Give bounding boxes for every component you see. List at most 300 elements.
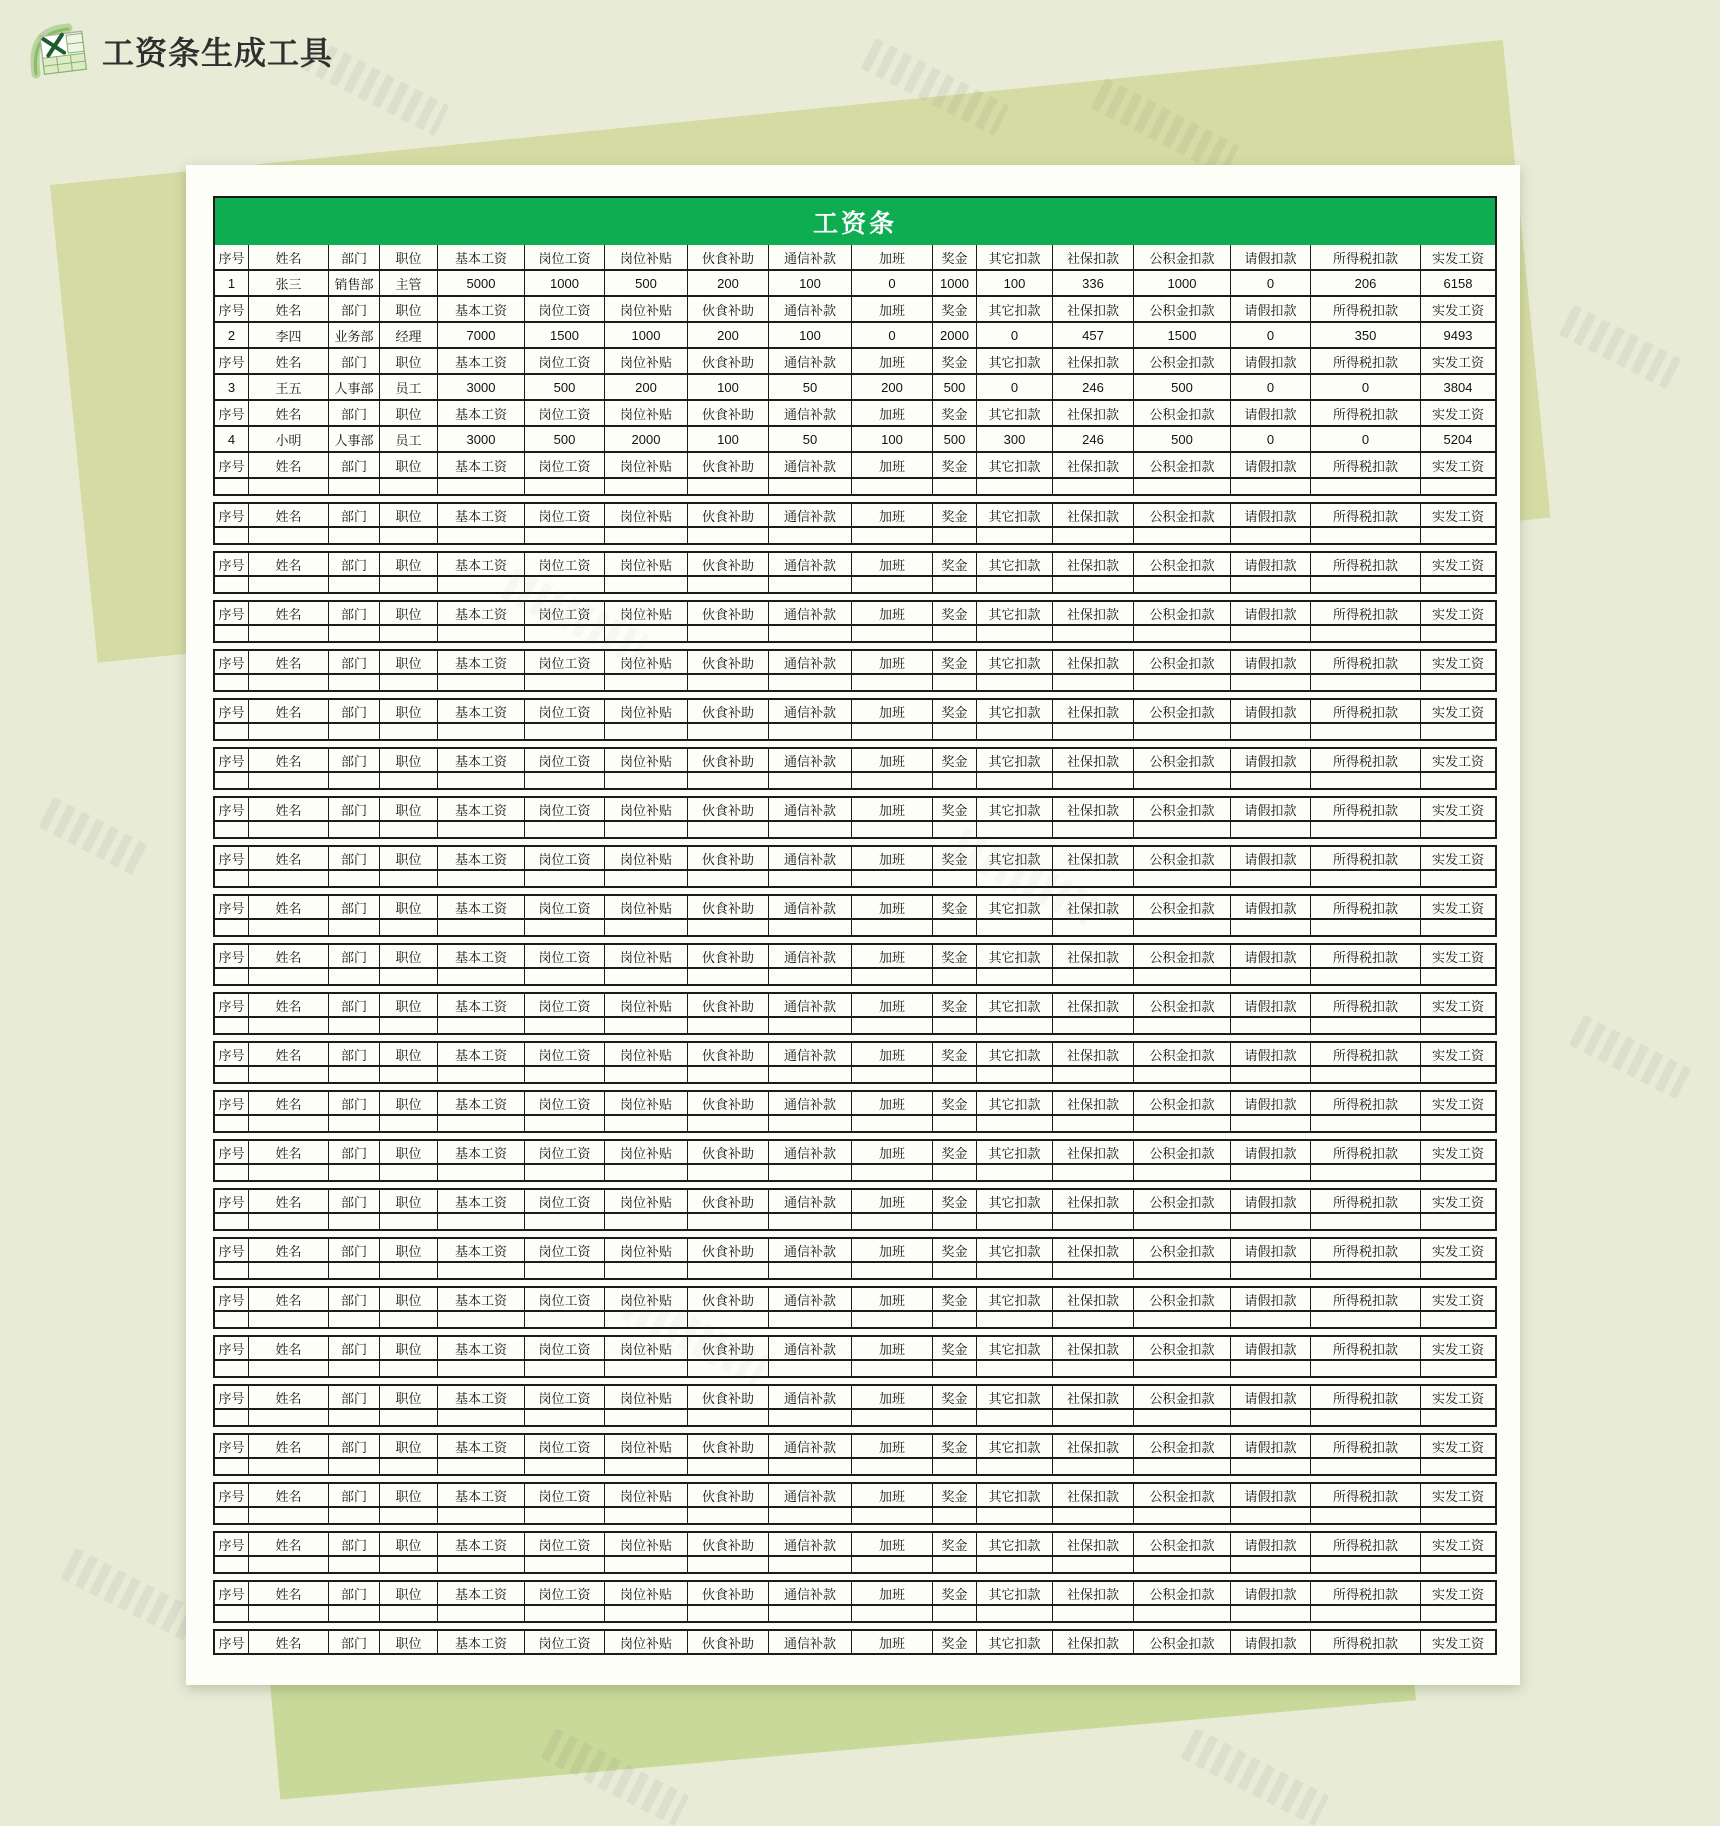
header-cell[interactable]: 社保扣款	[1052, 896, 1133, 918]
header-cell[interactable]: 姓名	[248, 700, 328, 722]
header-cell[interactable]: 部门	[328, 1043, 379, 1065]
empty-cell[interactable]	[687, 1018, 768, 1033]
header-cell[interactable]: 基本工资	[437, 1435, 524, 1457]
header-cell[interactable]: 实发工资	[1420, 798, 1495, 820]
header-cell[interactable]: 所得税扣款	[1310, 1141, 1420, 1163]
header-cell[interactable]: 序号	[218, 1635, 245, 1651]
header-cell[interactable]: 实发工资	[1420, 651, 1495, 673]
empty-cell[interactable]	[1230, 773, 1310, 788]
header-cell[interactable]: 通信补款	[768, 896, 851, 918]
empty-cell[interactable]	[687, 1067, 768, 1082]
empty-cell[interactable]	[215, 1459, 248, 1474]
empty-cell[interactable]	[976, 822, 1052, 837]
header-cell[interactable]: 其它扣款	[976, 700, 1052, 722]
header-cell[interactable]: 通信补款	[768, 1386, 851, 1408]
empty-cell[interactable]	[215, 675, 248, 690]
empty-cell[interactable]	[687, 1410, 768, 1425]
header-cell[interactable]: 部门	[328, 994, 379, 1016]
header-cell[interactable]: 姓名	[248, 245, 328, 269]
empty-cell[interactable]	[768, 1557, 851, 1572]
header-cell[interactable]: 部门	[328, 453, 379, 477]
empty-cell[interactable]	[851, 577, 932, 592]
data-cell[interactable]: 人事部	[328, 375, 379, 399]
empty-cell[interactable]	[215, 479, 248, 494]
empty-cell[interactable]	[687, 1263, 768, 1278]
header-cell[interactable]: 实发工资	[1420, 1141, 1495, 1163]
header-cell[interactable]: 序号	[218, 1194, 245, 1210]
header-cell[interactable]: 职位	[379, 1631, 437, 1653]
empty-cell[interactable]	[604, 773, 687, 788]
data-cell[interactable]: 0	[1310, 375, 1420, 399]
data-cell[interactable]: 457	[1052, 323, 1133, 347]
header-cell[interactable]: 职位	[379, 1043, 437, 1065]
header-cell[interactable]: 请假扣款	[1230, 504, 1310, 526]
header-cell[interactable]: 奖金	[932, 1533, 976, 1555]
empty-cell[interactable]	[215, 1361, 248, 1376]
empty-cell[interactable]	[248, 577, 328, 592]
header-cell[interactable]: 通信补款	[768, 651, 851, 673]
header-cell[interactable]: 奖金	[932, 651, 976, 673]
header-cell[interactable]: 公积金扣款	[1133, 1582, 1230, 1604]
data-cell[interactable]: 0	[976, 323, 1052, 347]
empty-cell[interactable]	[1310, 1018, 1420, 1033]
data-cell[interactable]: 0	[1230, 271, 1310, 295]
empty-cell[interactable]	[1420, 528, 1495, 543]
empty-cell[interactable]	[1230, 871, 1310, 886]
header-cell[interactable]: 请假扣款	[1230, 297, 1310, 321]
empty-cell[interactable]	[687, 920, 768, 935]
header-cell[interactable]: 基本工资	[437, 896, 524, 918]
header-cell[interactable]: 加班	[851, 1484, 932, 1506]
empty-cell[interactable]	[1310, 1214, 1420, 1229]
header-cell[interactable]: 请假扣款	[1230, 798, 1310, 820]
header-cell[interactable]: 社保扣款	[1052, 994, 1133, 1016]
empty-cell[interactable]	[1310, 577, 1420, 592]
header-cell[interactable]: 基本工资	[437, 1141, 524, 1163]
header-cell[interactable]: 社保扣款	[1052, 1092, 1133, 1114]
empty-cell[interactable]	[1052, 1067, 1133, 1082]
empty-cell[interactable]	[1230, 1067, 1310, 1082]
empty-cell[interactable]	[932, 675, 976, 690]
header-cell[interactable]: 公积金扣款	[1133, 1435, 1230, 1457]
empty-cell[interactable]	[437, 969, 524, 984]
header-cell[interactable]: 公积金扣款	[1133, 1190, 1230, 1212]
empty-cell[interactable]	[687, 773, 768, 788]
header-cell[interactable]: 岗位补贴	[604, 994, 687, 1016]
header-cell[interactable]: 岗位补贴	[604, 1141, 687, 1163]
header-cell[interactable]: 伙食补助	[687, 401, 768, 425]
empty-cell[interactable]	[248, 479, 328, 494]
empty-cell[interactable]	[1420, 1018, 1495, 1033]
data-cell[interactable]: 3000	[437, 427, 524, 451]
empty-cell[interactable]	[1052, 528, 1133, 543]
header-cell[interactable]: 岗位补贴	[604, 1239, 687, 1261]
empty-cell[interactable]	[248, 1018, 328, 1033]
header-cell[interactable]: 所得税扣款	[1310, 1337, 1420, 1359]
empty-cell[interactable]	[248, 1116, 328, 1131]
empty-cell[interactable]	[976, 1361, 1052, 1376]
header-cell[interactable]: 基本工资	[437, 245, 524, 269]
empty-cell[interactable]	[379, 969, 437, 984]
empty-cell[interactable]	[1230, 1459, 1310, 1474]
empty-cell[interactable]	[976, 1508, 1052, 1523]
header-cell[interactable]: 加班	[851, 1631, 932, 1653]
header-cell[interactable]: 社保扣款	[1052, 349, 1133, 373]
header-cell[interactable]: 伙食补助	[687, 700, 768, 722]
header-cell[interactable]: 序号	[218, 753, 245, 769]
empty-cell[interactable]	[932, 1361, 976, 1376]
empty-cell[interactable]	[437, 920, 524, 935]
header-cell[interactable]: 请假扣款	[1230, 651, 1310, 673]
header-cell[interactable]: 序号	[218, 1586, 245, 1602]
header-cell[interactable]: 基本工资	[437, 1092, 524, 1114]
header-cell[interactable]: 基本工资	[437, 1386, 524, 1408]
header-cell[interactable]: 加班	[851, 1141, 932, 1163]
empty-cell[interactable]	[768, 1067, 851, 1082]
empty-cell[interactable]	[851, 1018, 932, 1033]
header-cell[interactable]: 通信补款	[768, 1239, 851, 1261]
empty-cell[interactable]	[768, 773, 851, 788]
header-cell[interactable]: 姓名	[248, 1239, 328, 1261]
header-cell[interactable]: 伙食补助	[687, 1043, 768, 1065]
header-cell[interactable]: 其它扣款	[976, 1582, 1052, 1604]
header-cell[interactable]: 伙食补助	[687, 1435, 768, 1457]
header-cell[interactable]: 岗位工资	[524, 401, 604, 425]
header-cell[interactable]: 岗位工资	[524, 1190, 604, 1212]
header-cell[interactable]: 请假扣款	[1230, 749, 1310, 771]
header-cell[interactable]: 伙食补助	[687, 1484, 768, 1506]
header-cell[interactable]: 基本工资	[437, 700, 524, 722]
empty-cell[interactable]	[215, 920, 248, 935]
data-cell[interactable]: 王五	[248, 375, 328, 399]
header-cell[interactable]: 部门	[328, 245, 379, 269]
header-cell[interactable]: 部门	[328, 798, 379, 820]
header-cell[interactable]: 姓名	[248, 994, 328, 1016]
empty-cell[interactable]	[851, 1214, 932, 1229]
header-cell[interactable]: 公积金扣款	[1133, 847, 1230, 869]
header-cell[interactable]: 社保扣款	[1052, 1043, 1133, 1065]
header-cell[interactable]: 岗位工资	[524, 651, 604, 673]
empty-cell[interactable]	[687, 1116, 768, 1131]
header-cell[interactable]: 实发工资	[1420, 1190, 1495, 1212]
header-cell[interactable]: 岗位工资	[524, 1337, 604, 1359]
header-cell[interactable]: 岗位补贴	[604, 245, 687, 269]
header-cell[interactable]: 部门	[328, 1435, 379, 1457]
header-cell[interactable]: 岗位补贴	[604, 1435, 687, 1457]
empty-cell[interactable]	[248, 1067, 328, 1082]
empty-cell[interactable]	[524, 724, 604, 739]
header-cell[interactable]: 加班	[851, 453, 932, 477]
header-cell[interactable]: 伙食补助	[687, 1337, 768, 1359]
header-cell[interactable]: 部门	[328, 602, 379, 624]
empty-cell[interactable]	[1230, 969, 1310, 984]
empty-cell[interactable]	[1230, 1557, 1310, 1572]
empty-cell[interactable]	[248, 1606, 328, 1621]
empty-cell[interactable]	[604, 577, 687, 592]
empty-cell[interactable]	[1052, 1361, 1133, 1376]
header-cell[interactable]: 奖金	[932, 994, 976, 1016]
empty-cell[interactable]	[1420, 1410, 1495, 1425]
empty-cell[interactable]	[1230, 479, 1310, 494]
empty-cell[interactable]	[437, 1508, 524, 1523]
header-cell[interactable]: 职位	[379, 651, 437, 673]
empty-cell[interactable]	[248, 969, 328, 984]
header-cell[interactable]: 其它扣款	[976, 504, 1052, 526]
header-cell[interactable]: 实发工资	[1420, 1092, 1495, 1114]
header-cell[interactable]: 奖金	[932, 1386, 976, 1408]
data-cell[interactable]: 200	[851, 375, 932, 399]
header-cell[interactable]: 姓名	[248, 847, 328, 869]
empty-cell[interactable]	[328, 1263, 379, 1278]
header-cell[interactable]: 奖金	[932, 1239, 976, 1261]
empty-cell[interactable]	[851, 1557, 932, 1572]
header-cell[interactable]: 部门	[328, 1386, 379, 1408]
header-cell[interactable]: 公积金扣款	[1133, 1386, 1230, 1408]
empty-cell[interactable]	[437, 1018, 524, 1033]
empty-cell[interactable]	[1310, 1165, 1420, 1180]
empty-cell[interactable]	[379, 626, 437, 641]
empty-cell[interactable]	[1420, 1263, 1495, 1278]
empty-cell[interactable]	[932, 773, 976, 788]
header-cell[interactable]: 职位	[379, 553, 437, 575]
empty-cell[interactable]	[248, 773, 328, 788]
header-cell[interactable]: 奖金	[932, 1043, 976, 1065]
header-cell[interactable]: 岗位工资	[524, 945, 604, 967]
empty-cell[interactable]	[215, 626, 248, 641]
header-cell[interactable]: 序号	[218, 302, 245, 318]
header-cell[interactable]: 姓名	[248, 297, 328, 321]
empty-cell[interactable]	[215, 1508, 248, 1523]
header-cell[interactable]: 社保扣款	[1052, 1190, 1133, 1212]
header-cell[interactable]: 公积金扣款	[1133, 1288, 1230, 1310]
empty-cell[interactable]	[1052, 969, 1133, 984]
header-cell[interactable]: 实发工资	[1420, 504, 1495, 526]
empty-cell[interactable]	[215, 1116, 248, 1131]
header-cell[interactable]: 实发工资	[1420, 1582, 1495, 1604]
header-cell[interactable]: 职位	[379, 1435, 437, 1457]
empty-cell[interactable]	[215, 1312, 248, 1327]
empty-cell[interactable]	[379, 871, 437, 886]
empty-cell[interactable]	[248, 675, 328, 690]
empty-cell[interactable]	[1420, 1312, 1495, 1327]
empty-cell[interactable]	[215, 773, 248, 788]
empty-cell[interactable]	[1310, 479, 1420, 494]
empty-cell[interactable]	[1052, 724, 1133, 739]
data-cell[interactable]: 200	[687, 271, 768, 295]
header-cell[interactable]: 部门	[328, 1533, 379, 1555]
header-cell[interactable]: 公积金扣款	[1133, 1484, 1230, 1506]
header-cell[interactable]: 序号	[218, 655, 245, 671]
empty-cell[interactable]	[851, 773, 932, 788]
empty-cell[interactable]	[215, 528, 248, 543]
header-cell[interactable]: 所得税扣款	[1310, 297, 1420, 321]
empty-cell[interactable]	[851, 479, 932, 494]
header-cell[interactable]: 公积金扣款	[1133, 1533, 1230, 1555]
empty-cell[interactable]	[328, 1165, 379, 1180]
empty-cell[interactable]	[604, 1263, 687, 1278]
empty-cell[interactable]	[1310, 1606, 1420, 1621]
header-cell[interactable]: 请假扣款	[1230, 1582, 1310, 1604]
empty-cell[interactable]	[851, 626, 932, 641]
header-cell[interactable]: 职位	[379, 749, 437, 771]
empty-cell[interactable]	[1230, 822, 1310, 837]
header-cell[interactable]: 所得税扣款	[1310, 847, 1420, 869]
empty-cell[interactable]	[524, 1557, 604, 1572]
header-cell[interactable]: 基本工资	[437, 1533, 524, 1555]
empty-cell[interactable]	[1230, 626, 1310, 641]
header-cell[interactable]: 姓名	[248, 798, 328, 820]
data-cell[interactable]: 1	[227, 275, 236, 291]
header-cell[interactable]: 社保扣款	[1052, 553, 1133, 575]
header-cell[interactable]: 实发工资	[1420, 245, 1495, 269]
empty-cell[interactable]	[437, 528, 524, 543]
header-cell[interactable]: 姓名	[248, 1484, 328, 1506]
header-cell[interactable]: 其它扣款	[976, 1141, 1052, 1163]
empty-cell[interactable]	[215, 822, 248, 837]
header-cell[interactable]: 岗位补贴	[604, 1582, 687, 1604]
header-cell[interactable]: 通信补款	[768, 245, 851, 269]
header-cell[interactable]: 所得税扣款	[1310, 453, 1420, 477]
empty-cell[interactable]	[248, 1361, 328, 1376]
header-cell[interactable]: 请假扣款	[1230, 1239, 1310, 1261]
header-cell[interactable]: 通信补款	[768, 1141, 851, 1163]
header-cell[interactable]: 序号	[218, 851, 245, 867]
empty-cell[interactable]	[1310, 871, 1420, 886]
empty-cell[interactable]	[1133, 1557, 1230, 1572]
empty-cell[interactable]	[1133, 1508, 1230, 1523]
empty-cell[interactable]	[1420, 1116, 1495, 1131]
empty-cell[interactable]	[768, 724, 851, 739]
header-cell[interactable]: 加班	[851, 401, 932, 425]
header-cell[interactable]: 序号	[218, 250, 245, 266]
header-cell[interactable]: 序号	[218, 508, 245, 524]
header-cell[interactable]: 岗位工资	[524, 1239, 604, 1261]
header-cell[interactable]: 岗位工资	[524, 602, 604, 624]
header-cell[interactable]: 通信补款	[768, 349, 851, 373]
header-cell[interactable]: 序号	[218, 704, 245, 720]
header-cell[interactable]: 奖金	[932, 896, 976, 918]
empty-cell[interactable]	[1133, 822, 1230, 837]
header-cell[interactable]: 伙食补助	[687, 1092, 768, 1114]
header-cell[interactable]: 伙食补助	[687, 453, 768, 477]
data-cell[interactable]: 1000	[524, 271, 604, 295]
data-cell[interactable]: 0	[1310, 427, 1420, 451]
empty-cell[interactable]	[437, 1165, 524, 1180]
header-cell[interactable]: 所得税扣款	[1310, 1043, 1420, 1065]
header-cell[interactable]: 加班	[851, 798, 932, 820]
header-cell[interactable]: 公积金扣款	[1133, 1631, 1230, 1653]
header-cell[interactable]: 岗位工资	[524, 994, 604, 1016]
empty-cell[interactable]	[932, 1165, 976, 1180]
header-cell[interactable]: 职位	[379, 798, 437, 820]
empty-cell[interactable]	[215, 871, 248, 886]
empty-cell[interactable]	[851, 871, 932, 886]
empty-cell[interactable]	[1052, 1165, 1133, 1180]
header-cell[interactable]: 社保扣款	[1052, 245, 1133, 269]
header-cell[interactable]: 加班	[851, 1043, 932, 1065]
data-cell[interactable]: 3804	[1420, 375, 1495, 399]
data-cell[interactable]: 张三	[248, 271, 328, 295]
data-cell[interactable]: 500	[932, 375, 976, 399]
header-cell[interactable]: 所得税扣款	[1310, 1386, 1420, 1408]
header-cell[interactable]: 所得税扣款	[1310, 245, 1420, 269]
header-cell[interactable]: 所得税扣款	[1310, 1288, 1420, 1310]
header-cell[interactable]: 所得税扣款	[1310, 1582, 1420, 1604]
empty-cell[interactable]	[932, 1410, 976, 1425]
header-cell[interactable]: 通信补款	[768, 1288, 851, 1310]
empty-cell[interactable]	[248, 1410, 328, 1425]
header-cell[interactable]: 基本工资	[437, 749, 524, 771]
empty-cell[interactable]	[768, 1606, 851, 1621]
data-cell[interactable]: 0	[976, 375, 1052, 399]
data-cell[interactable]: 小明	[248, 427, 328, 451]
header-cell[interactable]: 岗位工资	[524, 553, 604, 575]
header-cell[interactable]: 伙食补助	[687, 798, 768, 820]
header-cell[interactable]: 伙食补助	[687, 651, 768, 673]
header-cell[interactable]: 伙食补助	[687, 245, 768, 269]
data-cell[interactable]: 0	[851, 271, 932, 295]
header-cell[interactable]: 所得税扣款	[1310, 896, 1420, 918]
empty-cell[interactable]	[687, 1606, 768, 1621]
header-cell[interactable]: 岗位补贴	[604, 896, 687, 918]
header-cell[interactable]: 社保扣款	[1052, 401, 1133, 425]
empty-cell[interactable]	[1133, 479, 1230, 494]
header-cell[interactable]: 通信补款	[768, 1435, 851, 1457]
header-cell[interactable]: 加班	[851, 1386, 932, 1408]
header-cell[interactable]: 实发工资	[1420, 602, 1495, 624]
header-cell[interactable]: 加班	[851, 602, 932, 624]
empty-cell[interactable]	[1310, 1410, 1420, 1425]
empty-cell[interactable]	[437, 479, 524, 494]
header-cell[interactable]: 公积金扣款	[1133, 1092, 1230, 1114]
empty-cell[interactable]	[248, 1312, 328, 1327]
empty-cell[interactable]	[1230, 528, 1310, 543]
empty-cell[interactable]	[932, 1018, 976, 1033]
header-cell[interactable]: 社保扣款	[1052, 749, 1133, 771]
empty-cell[interactable]	[604, 479, 687, 494]
header-cell[interactable]: 公积金扣款	[1133, 245, 1230, 269]
data-cell[interactable]: 业务部	[328, 323, 379, 347]
header-cell[interactable]: 序号	[218, 1537, 245, 1553]
header-cell[interactable]: 所得税扣款	[1310, 1092, 1420, 1114]
data-cell[interactable]: 500	[932, 427, 976, 451]
header-cell[interactable]: 序号	[218, 1341, 245, 1357]
header-cell[interactable]: 其它扣款	[976, 553, 1052, 575]
empty-cell[interactable]	[851, 1263, 932, 1278]
empty-cell[interactable]	[851, 1165, 932, 1180]
empty-cell[interactable]	[248, 822, 328, 837]
header-cell[interactable]: 社保扣款	[1052, 1631, 1133, 1653]
empty-cell[interactable]	[768, 871, 851, 886]
header-cell[interactable]: 奖金	[932, 945, 976, 967]
data-cell[interactable]: 4	[227, 431, 236, 447]
empty-cell[interactable]	[1133, 1459, 1230, 1474]
header-cell[interactable]: 职位	[379, 602, 437, 624]
data-cell[interactable]: 0	[851, 323, 932, 347]
header-cell[interactable]: 请假扣款	[1230, 553, 1310, 575]
empty-cell[interactable]	[524, 773, 604, 788]
empty-cell[interactable]	[379, 675, 437, 690]
empty-cell[interactable]	[1133, 1067, 1230, 1082]
header-cell[interactable]: 所得税扣款	[1310, 1190, 1420, 1212]
header-cell[interactable]: 奖金	[932, 1288, 976, 1310]
header-cell[interactable]: 基本工资	[437, 1631, 524, 1653]
empty-cell[interactable]	[328, 1018, 379, 1033]
data-cell[interactable]: 50	[768, 427, 851, 451]
header-cell[interactable]: 岗位工资	[524, 847, 604, 869]
empty-cell[interactable]	[524, 1116, 604, 1131]
empty-cell[interactable]	[976, 626, 1052, 641]
